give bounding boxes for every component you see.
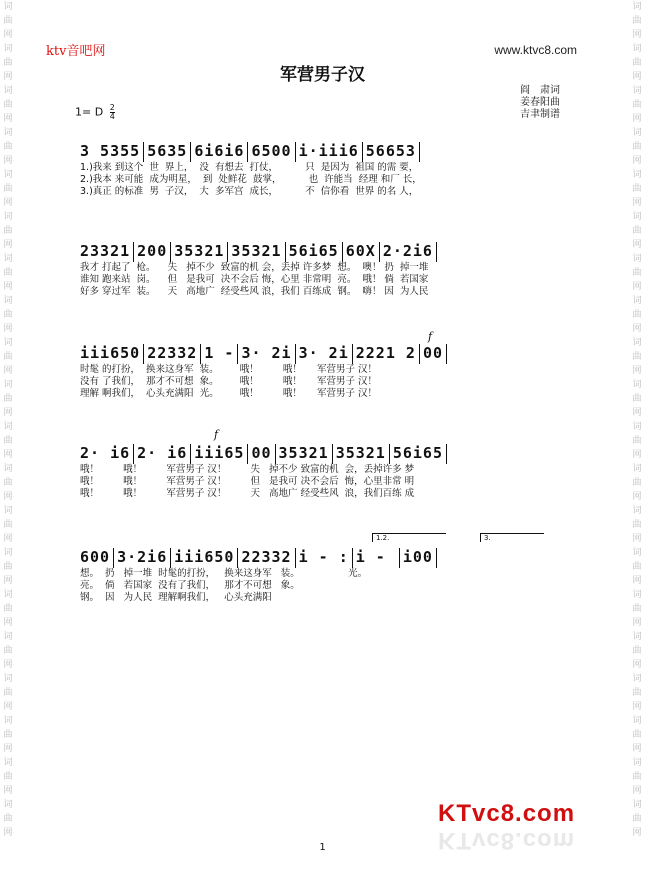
bar-line bbox=[247, 142, 248, 162]
watermark-char: 网 bbox=[3, 366, 13, 376]
watermark-char: 词 bbox=[3, 170, 13, 180]
bar-line bbox=[362, 142, 363, 162]
page-number: 1 bbox=[319, 842, 326, 853]
watermark-char: 网 bbox=[3, 618, 13, 628]
watermark-char: 曲 bbox=[3, 142, 13, 152]
lyric-verse-1: 哦！ 哦！ 军营男子 汉！ 失 掉不少 致富的机 会，丢掉许多 梦 bbox=[80, 464, 415, 475]
measure: 35321 bbox=[174, 242, 225, 260]
watermark-char: 网 bbox=[3, 660, 13, 670]
watermark-char: 网 bbox=[632, 744, 642, 754]
bar-line bbox=[332, 444, 333, 464]
watermark-char: 曲 bbox=[3, 310, 13, 320]
measure: 56653 bbox=[365, 142, 416, 160]
watermark-char: 曲 bbox=[632, 352, 642, 362]
watermark-char: 网 bbox=[632, 240, 642, 250]
bar-line bbox=[352, 344, 353, 364]
watermark-char: 词 bbox=[3, 212, 13, 222]
watermark-char: 曲 bbox=[632, 604, 642, 614]
watermark-char: 网 bbox=[3, 702, 13, 712]
watermark-char: 词 bbox=[3, 338, 13, 348]
measure: 2· i6 bbox=[80, 444, 131, 462]
watermark-char: 网 bbox=[3, 156, 13, 166]
watermark-char: 网 bbox=[632, 114, 642, 124]
watermark-char: 曲 bbox=[632, 478, 642, 488]
watermark-char: 词 bbox=[632, 464, 642, 474]
watermark-char: 词 bbox=[632, 254, 642, 264]
lyric-verse-2: 哦！ 哦！ 军营男子 汉！ 但 是我可 决不会后 悔，心里非常 明 bbox=[80, 476, 415, 487]
time-signature-top: 2 bbox=[109, 103, 115, 112]
watermark-char: 网 bbox=[632, 576, 642, 586]
watermark-char: 曲 bbox=[3, 394, 13, 404]
watermark-char: 曲 bbox=[632, 310, 642, 320]
bar-line bbox=[143, 344, 144, 364]
measure: 3· 2i bbox=[241, 344, 292, 362]
watermark-char: 词 bbox=[632, 674, 642, 684]
bar-line bbox=[170, 242, 171, 262]
lyric-verse-1: 时髦 的打扮， 换来这身军 装。 哦！ 哦！ 军营男子 汉！ bbox=[80, 364, 378, 375]
bar-line bbox=[237, 548, 238, 568]
time-signature-bottom: 4 bbox=[109, 112, 115, 121]
watermark-char: 网 bbox=[632, 450, 642, 460]
ktvc8-logo-reflection: KTvc8.com bbox=[438, 827, 576, 854]
measure: 2221 2 bbox=[355, 344, 416, 362]
measure: iii65 bbox=[194, 444, 245, 462]
lyricist-credit: 阎 肃词 bbox=[520, 85, 560, 96]
measure: 200 bbox=[137, 242, 168, 260]
watermark-char: 网 bbox=[632, 618, 642, 628]
watermark-char: 曲 bbox=[3, 184, 13, 194]
watermark-char: 曲 bbox=[3, 814, 13, 824]
key-label: 1= D bbox=[75, 105, 104, 119]
measure: 56i65 bbox=[288, 242, 339, 260]
bar-line bbox=[190, 142, 191, 162]
watermark-char: 词 bbox=[3, 632, 13, 642]
measure: 22332 bbox=[241, 548, 292, 566]
watermark-char: 曲 bbox=[632, 16, 642, 26]
watermark-char: 曲 bbox=[632, 184, 642, 194]
bar-line bbox=[133, 444, 134, 464]
watermark-char: 词 bbox=[632, 758, 642, 768]
watermark-char: 网 bbox=[3, 828, 13, 838]
measure: 35321 bbox=[278, 444, 329, 462]
watermark-char: 网 bbox=[3, 576, 13, 586]
watermark-char: 网 bbox=[632, 324, 642, 334]
watermark-char: 词 bbox=[632, 506, 642, 516]
forte-mark: f bbox=[214, 428, 219, 441]
notation-line bbox=[80, 342, 576, 364]
bar-line bbox=[285, 242, 286, 262]
watermark-char: 网 bbox=[3, 492, 13, 502]
watermark-char: 曲 bbox=[632, 814, 642, 824]
bar-line bbox=[436, 242, 437, 262]
watermark-char: 词 bbox=[3, 2, 13, 12]
lyric-verse-3: 好多 穿过军 装。 天 高地广 经受些风 浪，我们 百练成 钢。 嗨！ 因 为人民 bbox=[80, 286, 429, 297]
measure: 600 bbox=[80, 548, 111, 566]
watermark-char: 网 bbox=[3, 240, 13, 250]
measure: 35321 bbox=[335, 444, 386, 462]
watermark-char: 词 bbox=[3, 548, 13, 558]
watermark-char: 曲 bbox=[3, 730, 13, 740]
watermark-char: 曲 bbox=[3, 226, 13, 236]
watermark-char: 网 bbox=[632, 828, 642, 838]
watermark-char: 曲 bbox=[632, 394, 642, 404]
measure: 3 5355 bbox=[80, 142, 141, 160]
watermark-char: 曲 bbox=[632, 100, 642, 110]
watermark-char: 曲 bbox=[3, 604, 13, 614]
bar-line bbox=[247, 444, 248, 464]
watermark-char: 曲 bbox=[632, 58, 642, 68]
watermark-char: 词 bbox=[632, 632, 642, 642]
watermark-char: 曲 bbox=[3, 58, 13, 68]
lyric-verse-1: 我才 打起了 枪。 失 掉不少 致富的机 会，丢掉 许多梦 想。 噢！ 扔 掉一堆 bbox=[80, 262, 429, 273]
measure: 3· 2i bbox=[298, 344, 349, 362]
watermark-char: 网 bbox=[3, 786, 13, 796]
watermark-char: 词 bbox=[3, 800, 13, 810]
bar-line bbox=[379, 242, 380, 262]
bar-line bbox=[190, 444, 191, 464]
bar-line bbox=[419, 142, 420, 162]
notation-line bbox=[80, 240, 576, 262]
lyric-verse-3: 钢。 因 为人民 理解啊我们， 心头充满阳 bbox=[80, 592, 272, 603]
arranger-credit: 吉聿制谱 bbox=[520, 109, 560, 120]
watermark-char: 曲 bbox=[3, 268, 13, 278]
watermark-char: 词 bbox=[3, 86, 13, 96]
measure: 6i6i6 bbox=[194, 142, 245, 160]
watermark-char: 词 bbox=[3, 674, 13, 684]
watermark-char: 曲 bbox=[632, 688, 642, 698]
watermark-char: 词 bbox=[632, 296, 642, 306]
watermark-char: 曲 bbox=[632, 772, 642, 782]
lyric-verse-2: 亮。 倘 若国家 没有了我们， 那才不可想 象。 bbox=[80, 580, 300, 591]
watermark-char: 曲 bbox=[632, 520, 642, 530]
lyric-verse-1: 想。 扔 掉一堆 时髦的打扮， 换来这身军 装。 光。 bbox=[80, 568, 368, 579]
notation-line bbox=[80, 442, 576, 464]
credits bbox=[520, 85, 560, 121]
score-system-3 bbox=[80, 342, 576, 400]
watermark-char: 曲 bbox=[632, 268, 642, 278]
forte-mark: f bbox=[428, 330, 433, 343]
watermark-char: 网 bbox=[632, 30, 642, 40]
bar-line bbox=[342, 242, 343, 262]
bar-line bbox=[352, 548, 353, 568]
watermark-char: 词 bbox=[632, 44, 642, 54]
notation-line bbox=[80, 140, 576, 162]
site-logo-top[interactable]: ktv音吧网 bbox=[46, 44, 106, 59]
score-system-5 bbox=[80, 546, 576, 604]
watermark-char: 词 bbox=[632, 128, 642, 138]
watermark-char: 词 bbox=[632, 548, 642, 558]
measure: i·iii6 bbox=[298, 142, 359, 160]
measure: i00 bbox=[402, 548, 433, 566]
bar-line bbox=[133, 242, 134, 262]
bar-line bbox=[436, 548, 437, 568]
bar-line bbox=[143, 142, 144, 162]
watermark-char: 词 bbox=[3, 506, 13, 516]
measure: i - : bbox=[298, 548, 349, 566]
watermark-char: 词 bbox=[3, 464, 13, 474]
watermark-char: 曲 bbox=[3, 688, 13, 698]
watermark-char: 网 bbox=[3, 198, 13, 208]
watermark-char: 网 bbox=[3, 450, 13, 460]
watermark-char: 曲 bbox=[3, 562, 13, 572]
measure: 00 bbox=[422, 344, 443, 362]
measure: 2·2i6 bbox=[382, 242, 433, 260]
bar-line bbox=[295, 548, 296, 568]
watermark-char: 网 bbox=[632, 534, 642, 544]
watermark-char: 词 bbox=[3, 590, 13, 600]
watermark-char: 曲 bbox=[632, 562, 642, 572]
lyric-verse-3: 3.)真正 的标准 男 子汉， 大 多军宫 成长， 不 信你看 世界 的名 人， bbox=[80, 186, 419, 197]
watermark-char: 网 bbox=[632, 198, 642, 208]
watermark-char: 网 bbox=[3, 30, 13, 40]
notation-line bbox=[80, 546, 576, 568]
watermark-char: 词 bbox=[632, 590, 642, 600]
watermark-strip-right bbox=[629, 0, 645, 891]
watermark-char: 网 bbox=[3, 408, 13, 418]
measure: 1 - bbox=[204, 344, 235, 362]
volta-first-ending: 1.2. bbox=[372, 533, 446, 542]
watermark-char: 网 bbox=[3, 72, 13, 82]
bar-line bbox=[237, 344, 238, 364]
watermark-char: 网 bbox=[632, 702, 642, 712]
watermark-char: 网 bbox=[3, 114, 13, 124]
watermark-char: 曲 bbox=[3, 772, 13, 782]
watermark-char: 网 bbox=[3, 534, 13, 544]
watermark-strip-left bbox=[0, 0, 16, 891]
watermark-char: 曲 bbox=[632, 646, 642, 656]
measure: 6500 bbox=[251, 142, 292, 160]
watermark-char: 词 bbox=[632, 716, 642, 726]
bar-line bbox=[419, 344, 420, 364]
watermark-char: 曲 bbox=[632, 226, 642, 236]
watermark-char: 词 bbox=[632, 422, 642, 432]
score-system-4 bbox=[80, 442, 576, 500]
watermark-char: 曲 bbox=[3, 646, 13, 656]
watermark-char: 网 bbox=[3, 744, 13, 754]
bar-line bbox=[170, 548, 171, 568]
composer-credit: 姜春阳曲 bbox=[520, 97, 560, 108]
watermark-char: 网 bbox=[632, 660, 642, 670]
watermark-char: 网 bbox=[3, 282, 13, 292]
watermark-char: 曲 bbox=[3, 436, 13, 446]
watermark-char: 网 bbox=[632, 282, 642, 292]
lyric-verse-3: 理解 啊我们， 心头充满阳 光。 哦！ 哦！ 军营男子 汉！ bbox=[80, 388, 378, 399]
measure: iii650 bbox=[80, 344, 141, 362]
watermark-char: 词 bbox=[632, 212, 642, 222]
watermark-char: 曲 bbox=[3, 520, 13, 530]
watermark-char: 网 bbox=[3, 324, 13, 334]
measure: 2· i6 bbox=[137, 444, 188, 462]
watermark-char: 词 bbox=[3, 296, 13, 306]
watermark-char: 词 bbox=[632, 2, 642, 12]
watermark-char: 词 bbox=[632, 86, 642, 96]
watermark-char: 曲 bbox=[632, 436, 642, 446]
lyric-verse-3: 哦！ 哦！ 军营男子 汉！ 天 高地广 经受些风 浪，我们百练 成 bbox=[80, 488, 415, 499]
measure: 56i65 bbox=[392, 444, 443, 462]
ktvc8-logo[interactable]: KTvc8.com bbox=[438, 800, 576, 827]
watermark-char: 曲 bbox=[632, 730, 642, 740]
lyric-verse-1: 1.)我来 到这个 世 界上， 没 有想去 打仗， 只 是因为 祖国 的需 要， bbox=[80, 162, 419, 173]
watermark-char: 词 bbox=[3, 254, 13, 264]
watermark-char: 曲 bbox=[3, 478, 13, 488]
lyric-verse-2: 谁知 跑来站 岗。 但 是我可 决不会后 悔，心里 非常明 亮。 哦！ 倘 若国家 bbox=[80, 274, 429, 285]
bar-line bbox=[399, 548, 400, 568]
bar-line bbox=[446, 344, 447, 364]
watermark-char: 词 bbox=[632, 338, 642, 348]
measure: 35321 bbox=[231, 242, 282, 260]
watermark-char: 网 bbox=[632, 408, 642, 418]
watermark-char: 网 bbox=[632, 72, 642, 82]
watermark-char: 词 bbox=[3, 44, 13, 54]
measure: 60X bbox=[345, 242, 376, 260]
watermark-char: 网 bbox=[632, 786, 642, 796]
watermark-char: 词 bbox=[632, 170, 642, 180]
watermark-char: 网 bbox=[632, 492, 642, 502]
watermark-char: 词 bbox=[632, 800, 642, 810]
time-signature bbox=[110, 104, 115, 121]
watermark-char: 曲 bbox=[3, 100, 13, 110]
measure: 00 bbox=[251, 444, 272, 462]
site-url[interactable]: www.ktvc8.com bbox=[494, 43, 577, 57]
song-title: 军营男子汉 bbox=[280, 65, 365, 85]
watermark-char: 词 bbox=[3, 758, 13, 768]
watermark-char: 词 bbox=[632, 380, 642, 390]
watermark-char: 词 bbox=[3, 422, 13, 432]
bar-line bbox=[389, 444, 390, 464]
measure: 23321 bbox=[80, 242, 131, 260]
watermark-char: 词 bbox=[3, 716, 13, 726]
lyric-verse-2: 2.)我本 来可能 成为明星， 到 处鲜花 鼓掌， 也 许能当 经理 和厂 长， bbox=[80, 174, 422, 185]
bar-line bbox=[227, 242, 228, 262]
watermark-char: 曲 bbox=[3, 16, 13, 26]
bar-line bbox=[295, 142, 296, 162]
measure: iii650 bbox=[174, 548, 235, 566]
measure: 22332 bbox=[147, 344, 198, 362]
volta-third-ending: 3. bbox=[480, 533, 544, 542]
key-signature bbox=[75, 104, 115, 121]
watermark-char: 曲 bbox=[3, 352, 13, 362]
bar-line bbox=[446, 444, 447, 464]
measure: 5635 bbox=[147, 142, 188, 160]
watermark-char: 曲 bbox=[632, 142, 642, 152]
watermark-char: 网 bbox=[632, 156, 642, 166]
watermark-char: 词 bbox=[3, 380, 13, 390]
score-system-1 bbox=[80, 140, 576, 198]
watermark-char: 词 bbox=[3, 128, 13, 138]
bar-line bbox=[295, 344, 296, 364]
measure: i - bbox=[355, 548, 396, 566]
score-system-2 bbox=[80, 240, 576, 298]
lyric-verse-2: 没有 了我们， 那才不可想 象。 哦！ 哦！ 军营男子 汉！ bbox=[80, 376, 378, 387]
bar-line bbox=[200, 344, 201, 364]
watermark-char: 网 bbox=[632, 366, 642, 376]
bar-line bbox=[275, 444, 276, 464]
bar-line bbox=[113, 548, 114, 568]
measure: 3·2i6 bbox=[117, 548, 168, 566]
